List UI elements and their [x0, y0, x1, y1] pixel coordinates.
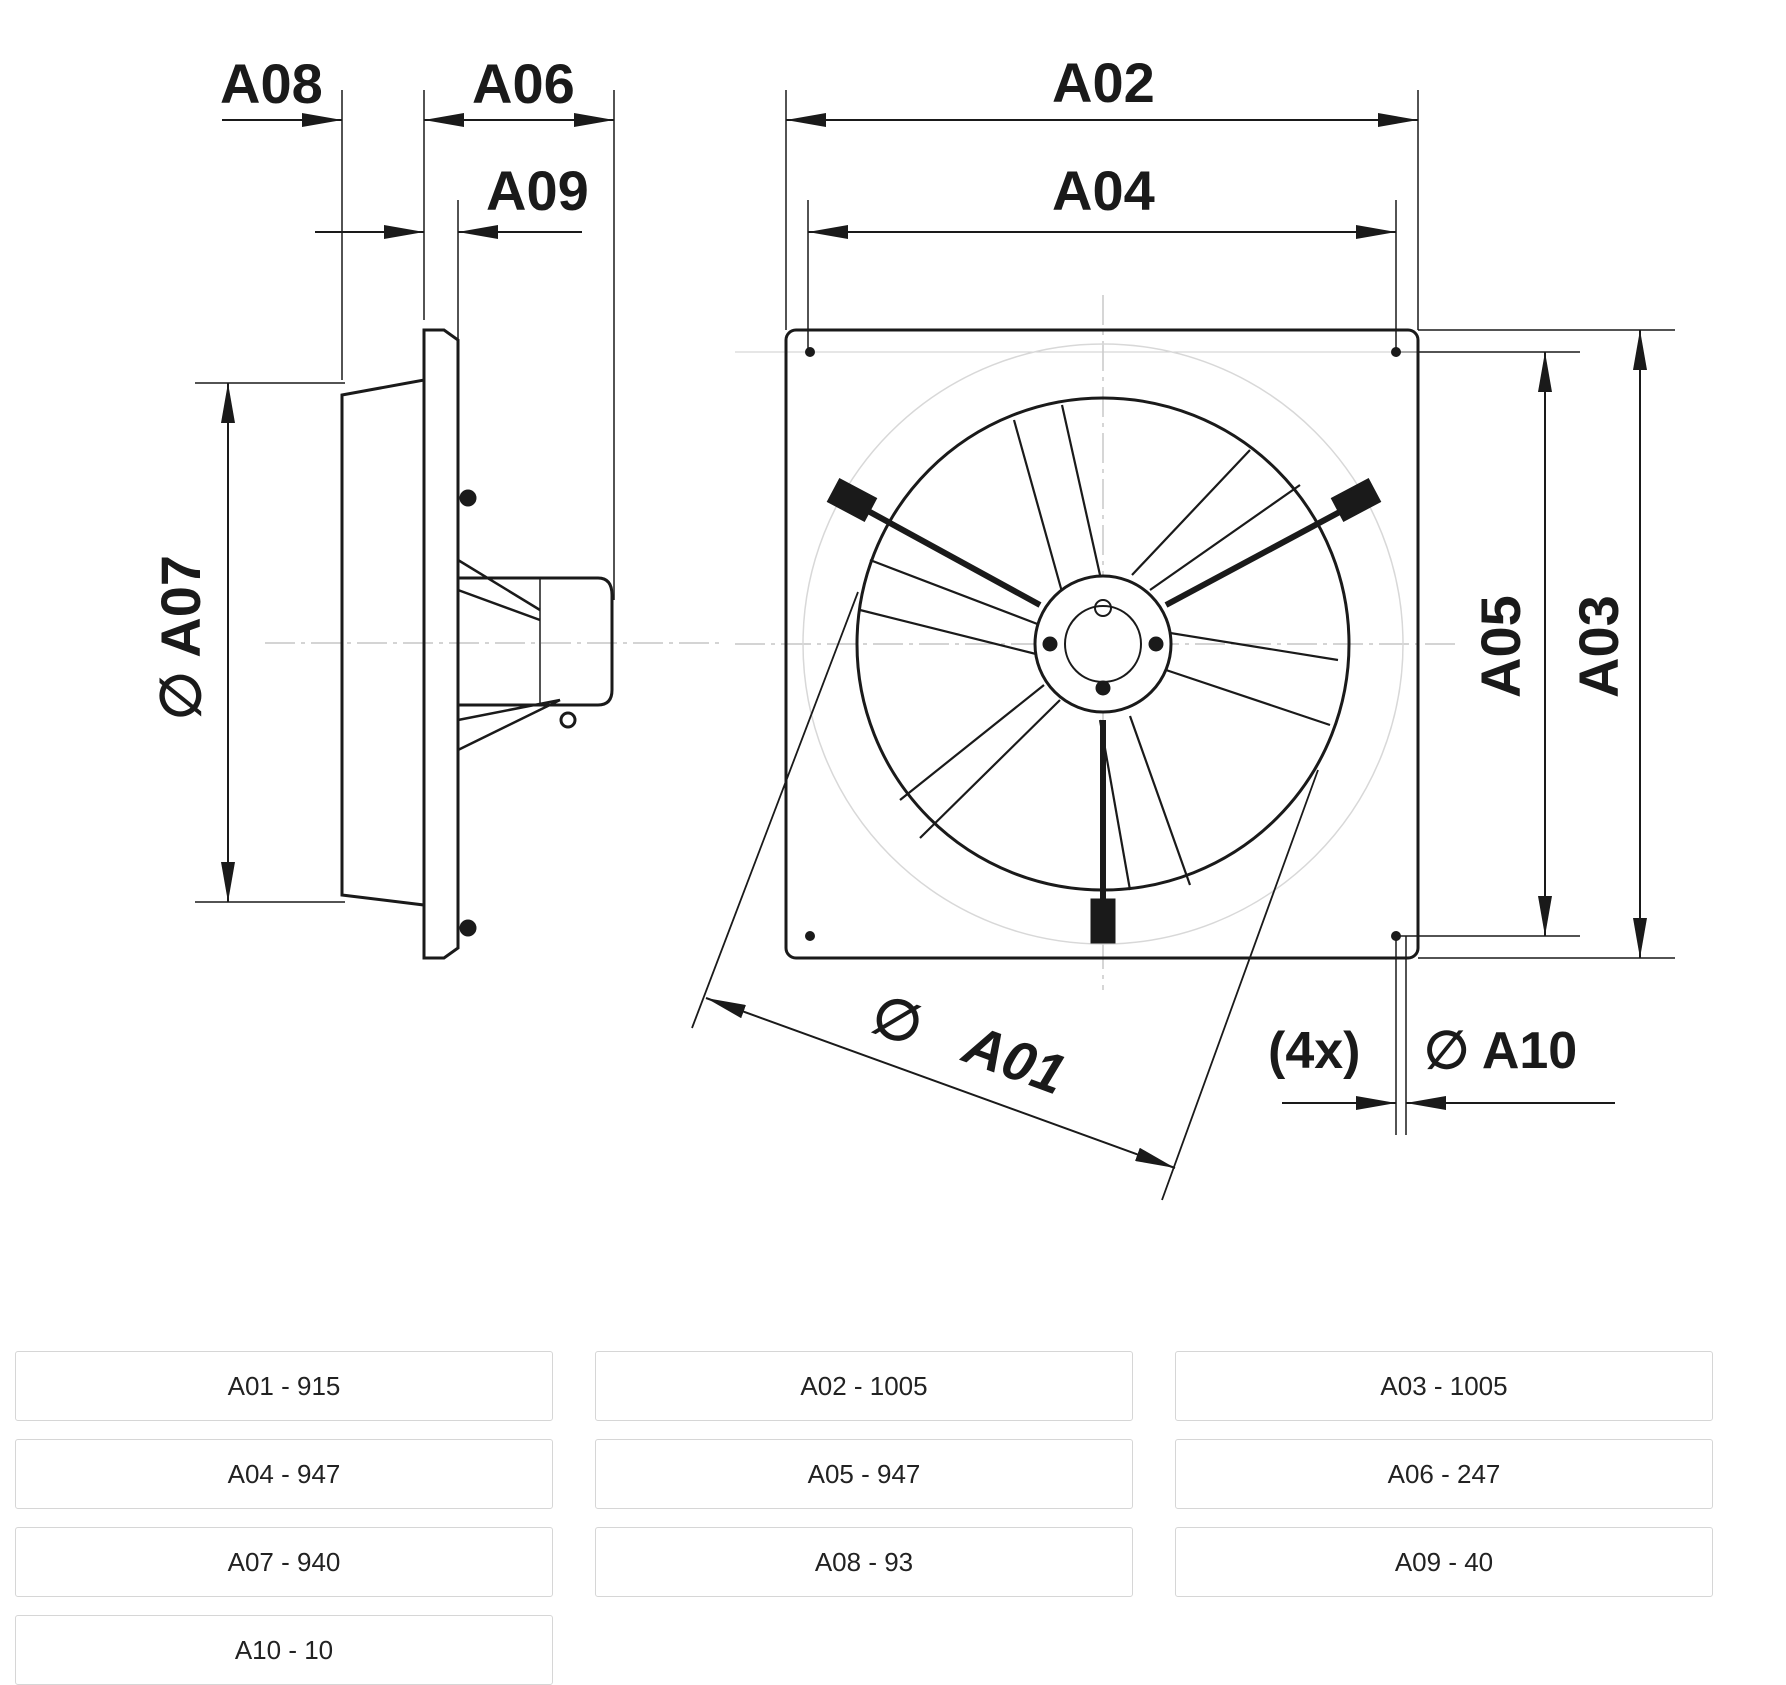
label-a06: A06 [472, 52, 575, 115]
label-a10: ∅ A10 [1424, 1022, 1578, 1080]
spec-a02: A02 - 1005 [595, 1351, 1133, 1421]
spec-a01: A01 - 915 [15, 1351, 553, 1421]
label-a03: A03 [1567, 595, 1630, 698]
spec-a04: A04 - 947 [15, 1439, 553, 1509]
label-a10-count: (4x) [1268, 1022, 1361, 1080]
spec-a06: A06 - 247 [1175, 1439, 1713, 1509]
label-a05: A05 [1469, 595, 1532, 698]
label-a09: A09 [486, 159, 589, 222]
label-a01-symbol: ∅ [863, 982, 932, 1058]
label-a07: ∅ A07 [149, 555, 212, 720]
side-view [195, 90, 720, 958]
spec-a03: A03 - 1005 [1175, 1351, 1713, 1421]
label-a08: A08 [220, 52, 323, 115]
spec-a08: A08 - 93 [595, 1527, 1133, 1597]
label-a01: A01 [955, 1012, 1074, 1107]
label-a02: A02 [1052, 51, 1155, 114]
label-a04: A04 [1052, 159, 1155, 222]
spec-a07: A07 - 940 [15, 1527, 553, 1597]
spec-a05: A05 - 947 [595, 1439, 1133, 1509]
spec-a09: A09 - 40 [1175, 1527, 1713, 1597]
spec-a10: A10 - 10 [15, 1615, 553, 1685]
dimension-labels [149, 51, 1630, 1106]
